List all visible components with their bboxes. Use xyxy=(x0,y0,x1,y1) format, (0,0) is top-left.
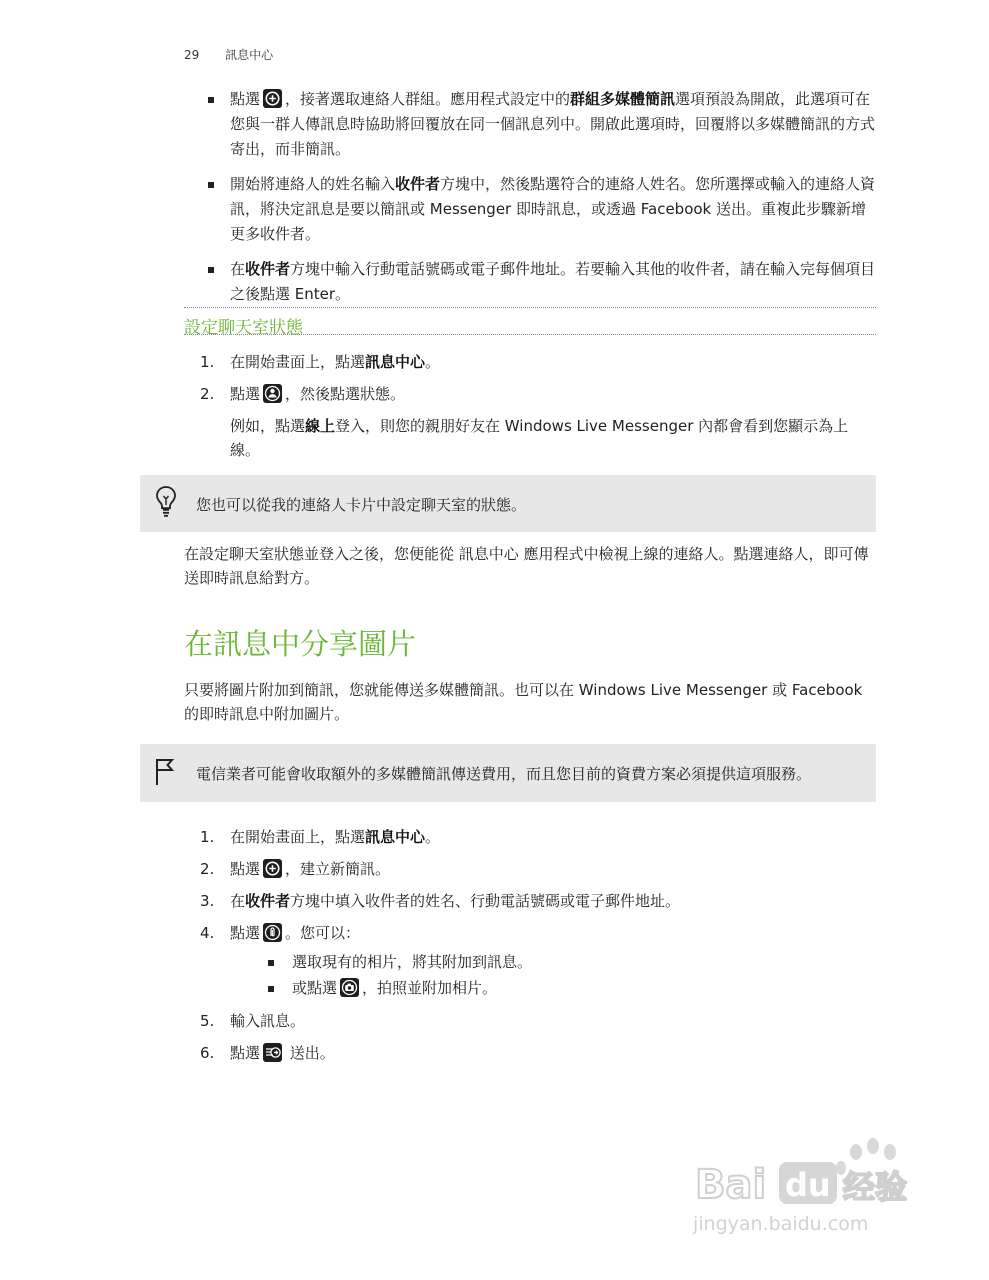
sub-options xyxy=(230,949,876,1001)
section-divider xyxy=(184,307,876,308)
baidu-watermark xyxy=(691,1130,931,1244)
note-box xyxy=(140,744,876,802)
tip-box xyxy=(140,475,876,532)
list-item: 點選 ，接著選取連絡人群組。應用程式設定中的群組多媒體簡訊選項預設為開啟，此選項可在您與一群人傳訊息時協助將回覆放在同一個訊息列中。開啟此選項時，回覆將以多媒體簡訊的方式寄出，而非簡訊。 xyxy=(208,87,876,162)
bullet-marker xyxy=(208,97,214,103)
recipient-bullets xyxy=(208,87,876,317)
step-item: 3. 在收件者方塊中填入收件者的姓名、行動電話號碼或電子郵件地址。 xyxy=(200,892,681,910)
step-item: 4. 點選 。您可以： 選取現有的相片，將其附加到訊息。 或點選 ，拍照並附加相片。 xyxy=(200,921,876,1001)
page-section: 訊息中心 xyxy=(225,48,274,62)
chapter-heading: 在訊息中分享圖片 xyxy=(184,627,417,661)
bullet-marker xyxy=(268,960,274,966)
list-item: 開始將連絡人的姓名輸入收件者方塊中，然後點選符合的連絡人姓名。您所選擇或輸入的連絡人資訊，將決定訊息是要以簡訊或 Messenger 即時訊息，或透過 Facebook 送出。重複此步驟新增更多收件者。 xyxy=(208,172,876,247)
list-item: 選取現有的相片，將其附加到訊息。 xyxy=(268,949,876,975)
status-steps xyxy=(200,350,876,470)
svg-text:du: du xyxy=(785,1166,831,1204)
step-item: 2. 點選 ，建立新簡訊。 xyxy=(200,860,391,878)
svg-text:经验: 经验 xyxy=(843,1168,908,1206)
add-icon xyxy=(263,859,282,878)
tip-text: 您也可以從我的連絡人卡片中設定聊天室的狀態。 xyxy=(196,496,527,514)
baidu-jingyan-logo xyxy=(691,1130,931,1240)
bullet-marker xyxy=(208,267,214,273)
step-example: 例如，點選線上登入，則您的親朋好友在 Windows Live Messenger 內都會看到您顯示為上線。 xyxy=(230,417,849,459)
page-header xyxy=(184,46,295,63)
bullet-marker xyxy=(208,182,214,188)
section-divider xyxy=(184,334,876,335)
camera-icon xyxy=(340,978,359,997)
share-steps xyxy=(200,825,876,1073)
watermark-url: jingyan.baidu.com xyxy=(693,1213,869,1235)
contact-status-icon xyxy=(263,384,282,403)
bullet-marker xyxy=(268,986,274,992)
list-item: 在收件者方塊中輸入行動電話號碼或電子郵件地址。若要輸入其他的收件者，請在輸入完每個項目之後點選 Enter。 xyxy=(208,257,876,307)
flag-icon xyxy=(154,757,176,791)
step-item: 2. 點選 ，然後點選狀態。 xyxy=(200,385,406,403)
add-icon xyxy=(263,89,282,108)
lightbulb-icon xyxy=(154,485,178,523)
note-text: 電信業者可能會收取額外的多媒體簡訊傳送費用，而且您目前的資費方案必須提供這項服務。 xyxy=(196,765,812,783)
paragraph: 只要將圖片附加到簡訊，您就能傳送多媒體簡訊。也可以在 Windows Live Messenger 或 Facebook 的即時訊息中附加圖片。 xyxy=(184,681,863,723)
page-number: 29 xyxy=(184,48,200,62)
section-title: 設定聊天室狀態 xyxy=(184,318,303,338)
send-icon xyxy=(263,1043,282,1062)
list-item: 或點選 ，拍照並附加相片。 xyxy=(268,975,876,1001)
step-item: 6. 點選 送出。 xyxy=(200,1044,335,1062)
step-item: 1. 在開始畫面上，點選訊息中心。 xyxy=(200,353,441,371)
paragraph: 在設定聊天室狀態並登入之後，您便能從 訊息中心 應用程式中檢視上線的連絡人。點選連絡人，即可傳送即時訊息給對方。 xyxy=(184,545,869,587)
svg-text:Bai: Bai xyxy=(695,1162,767,1208)
step-item: 5. 輸入訊息。 xyxy=(200,1012,306,1030)
step-item: 1. 在開始畫面上，點選訊息中心。 xyxy=(200,828,441,846)
attach-icon xyxy=(263,923,282,942)
